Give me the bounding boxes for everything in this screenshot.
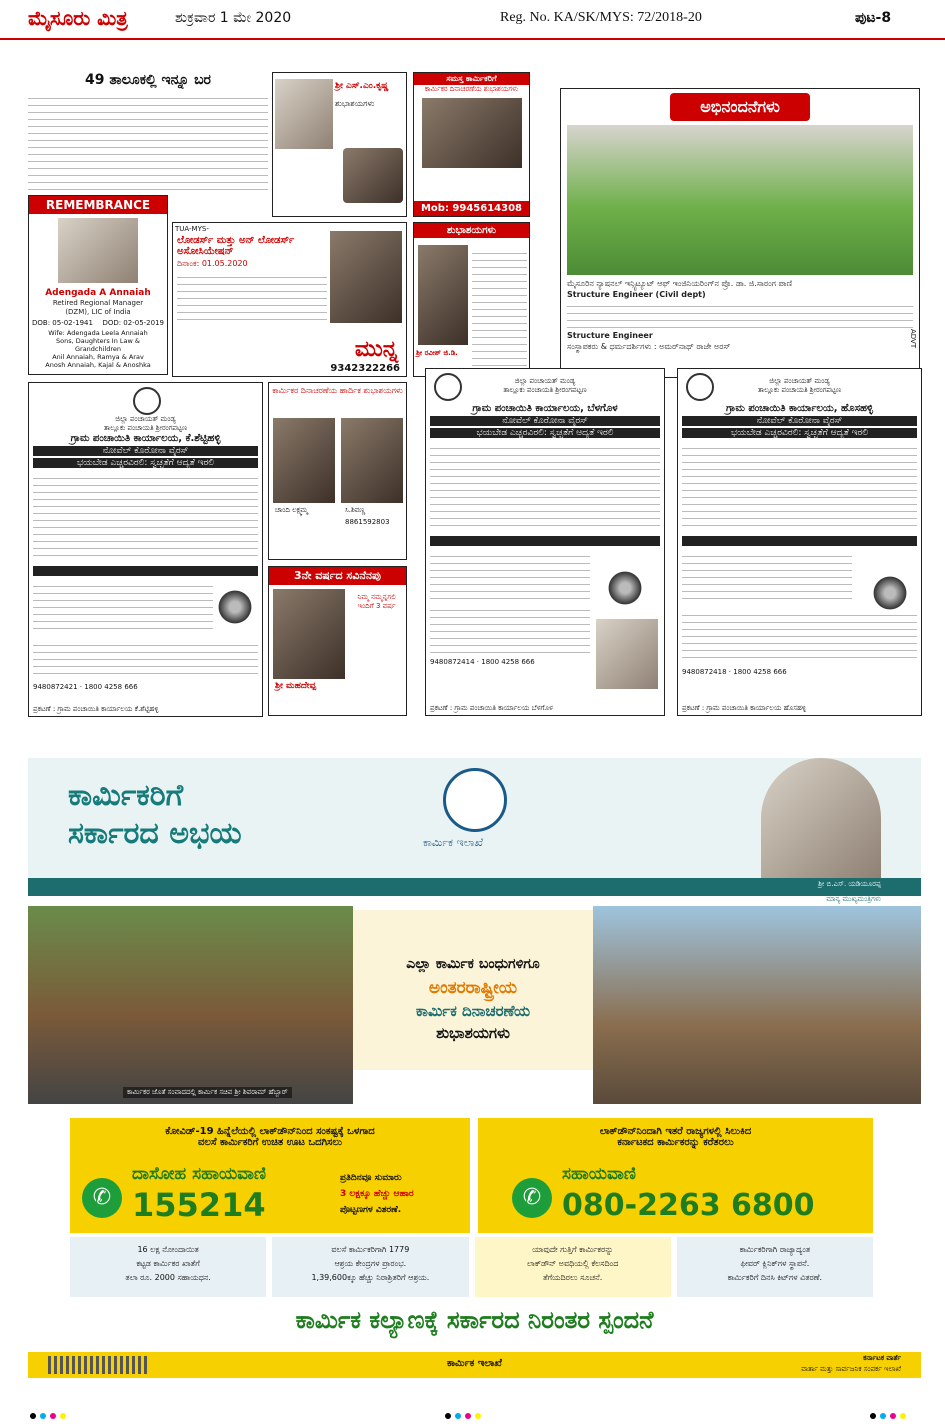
- page-header: [0, 0, 945, 40]
- couple-greeting-ad: [268, 382, 407, 560]
- advt-label: ADVT: [909, 329, 917, 349]
- banner-title-1: ಕಾರ್ಮಿಕರಿಗೆ: [68, 778, 184, 813]
- gp-virus-title: ನೋವೆಲ್ ಕೊರೋನಾ ವೈರಸ್: [682, 416, 917, 426]
- panchayat-notice-3: ಜಿಲ್ಲಾ ಪಂಚಾಯತ್ ಮಂಡ್ಯ ತಾಲ್ಲೂಕು ಪಂಚಾಯತಿ ಶ್ರೀರಂಗಪಟ್ಟಣ ಗ್ರಾಮ ಪಂಚಾಯಿತಿ ಕಾರ್ಯಾಲಯ, ಹೊಸಹಳ್ಳಿ ನೋವೆಲ್ ಕೊರೋನಾ ವೈರಸ್ ಭಯಬೇಡ ಎಚ್ಚರವಿರಲಿ: ಸ್ವಚ್ಛತೆಗೆ ಆದ್ಯತೆ ಇರಲಿ 9480872418 · 1800 4258 666 ಪ್ರಕಟಣೆ : ಗ್ರಾಮ ಪಂಚಾಯಿತಿ ಕಾರ್ಯಾಲಯ ಹೊಸಹಳ್ಳಿ: [677, 368, 922, 716]
- couple-photo: [422, 98, 522, 168]
- gp-virus-title: ನೋವೆಲ್ ಕೊರೋನಾ ವೈರಸ್: [33, 446, 258, 456]
- virus-icon: [606, 569, 644, 607]
- workers-mobile: Mob: 9945614308: [414, 201, 529, 216]
- gp-footer: ಪ್ರಕಟಣೆ : ಗ್ರಾಮ ಪಂಚಾಯಿತಿ ಕಾರ್ಯಾಲಯ ಕೆ.ಶೆಟ್ಟಿಹಳ್ಳಿ: [33, 705, 159, 713]
- remembrance-name: Adengada A Annaiah: [45, 288, 151, 298]
- abhinandane-line3: Structure Engineer: [567, 331, 653, 340]
- abhinandane-line1: ಮೈಸೂರಿನ ನ್ಯಾಷನಲ್ ಇನ್ಸ್ಟಿಟ್ಯೂಟ್ ಆಫ್ ಇಂಜಿನಿಯರಿಂಗ್‌ನ ಪ್ರೊ. ಡಾ. ಜಿ.ಸಾರಂಗ ಪಾಣಿ: [567, 279, 793, 288]
- info-line: ಕಾರ್ಮಿಕರಿಗಾಗಿ ರಾಜ್ಯಾದ್ಯಂತ: [739, 1245, 811, 1254]
- footer-strip: [28, 1352, 921, 1378]
- soldier-greeting-ad: [413, 222, 530, 377]
- loaders-body: [177, 271, 327, 321]
- food-side-1: ಪ್ರತಿದಿನವೂ ಸುಮಾರು: [340, 1173, 402, 1183]
- virus-icon: [871, 574, 909, 612]
- gp-org2: ತಾಲ್ಲೂಕು ಪಂಚಾಯತಿ ಶ್ರೀರಂಗಪಟ್ಟಣ: [757, 386, 842, 394]
- registration-marks: [445, 1404, 485, 1423]
- memorial-ad: [268, 566, 407, 716]
- food-helpline-label: ದಾಸೋಹ ಸಹಾಯವಾಣಿ: [132, 1164, 267, 1184]
- gp-bhaya: ಭಯಬೇಡ ಎಚ್ಚರವಿರಲಿ: ಸ್ವಚ್ಛತೆಗೆ ಆದ್ಯತೆ ಇರಲಿ: [682, 428, 917, 438]
- info-line: ಕಟ್ಟಡ ಕಾರ್ಮಿಕರ ಖಾತೆಗೆ: [136, 1259, 200, 1268]
- remembrance-ad: [28, 195, 168, 375]
- family-line: Anil Annaiah, Ramya & Arav: [52, 353, 144, 361]
- gp-footer: ಪ್ರಕಟಣೆ : ಗ್ರಾಮ ಪಂಚಾಯಿತಿ ಕಾರ್ಯಾಲಯ ಬೆಳಗೊಳ: [430, 704, 553, 712]
- abhinandane-title: ಅಭಿನಂದನೆಗಳು: [670, 93, 810, 121]
- soldier-title: ಶುಭಾಶಯಗಳು: [414, 223, 529, 238]
- info-line: ತೆಗೆಯದಿರಲು ಸೂಚನೆ.: [542, 1273, 603, 1282]
- gp-measures-bar: [682, 536, 917, 546]
- panchayat-notice-1: ಜಿಲ್ಲಾ ಪಂಚಾಯತ್ ಮಂಡ್ಯ ತಾಲ್ಲೂಕು ಪಂಚಾಯತಿ ಶ್ರೀರಂಗಪಟ್ಟಣ ಗ್ರಾಮ ಪಂಚಾಯಿತಿ ಕಾರ್ಯಾಲಯ, ಕೆ.ಶೆಟ್ಟಿಹಳ್ಳಿ ನೋವೆಲ್ ಕೊರೋನಾ ವೈರಸ್ ಭಯಬೇಡ ಎಚ್ಚರವಿರಲಿ: ಸ್ವಚ್ಛತೆಗೆ ಆದ್ಯತೆ ಇರಲಿ 9480872421 · 1800 4258 666 ಪ್ರಕಟಣೆ : ಗ್ರಾಮ ಪಂಚಾಯಿತಿ ಕಾರ್ಯಾಲಯ ಕೆ.ಶೆಟ್ಟಿಹಳ್ಳಿ: [28, 382, 263, 717]
- krishna-ad: [272, 72, 407, 217]
- footer-slogan: ಕಾರ್ಮಿಕ ಕಲ್ಯಾಣಕ್ಕೆ ಸರ್ಕಾರದ ನಿರಂತರ ಸ್ಪಂದನೆ: [295, 1306, 654, 1334]
- official-photo: [596, 619, 658, 689]
- cm-role: ಮಾನ್ಯ ಮುಖ್ಯಮಂತ್ರಿಗಳು: [826, 895, 881, 903]
- greeting-line3: ಕಾರ್ಮಿಕ ದಿನಾಚರಣೆಯ: [415, 1002, 531, 1020]
- soldier-photo: [418, 245, 468, 345]
- gp-footer-body: [682, 609, 917, 664]
- gp-body: [33, 472, 258, 562]
- munna-photo: [330, 231, 402, 323]
- info-line: 16 ಲಕ್ಷ ನೋಂದಾಯಿತ: [137, 1245, 199, 1254]
- workers-photo: [593, 906, 921, 1104]
- page-number: ಪುಟ-8: [855, 10, 892, 26]
- info-line: ವಲಸೆ ಕಾರ್ಮಿಕರಿಗಾಗಿ 1779: [331, 1245, 410, 1254]
- gp-helpline: 1800 4258 666: [733, 668, 787, 676]
- workers-title: ಸಮಸ್ತ ಕಾರ್ಮಿಕರಿಗೆ: [414, 73, 529, 85]
- banner-caption-bar: [28, 878, 921, 896]
- food-helpline-number[interactable]: 155214: [132, 1186, 266, 1224]
- gp-footer-body: [33, 639, 258, 679]
- greeting-line1: ಎಲ್ಲಾ ಕಾರ್ಮಿಕ ಬಂಧುಗಳಿಗೂ: [406, 956, 540, 972]
- banner-title-2: ಸರ್ಕಾರದ ಅಭಯ: [68, 816, 242, 851]
- gp-office: ಗ್ರಾಮ ಪಂಚಾಯಿತಿ ಕಾರ್ಯಾಲಯ, ಹೊಸಹಳ್ಳಿ: [725, 403, 874, 414]
- abhinandane-body: [567, 300, 913, 330]
- gp-measures: [33, 580, 213, 635]
- gp-org2: ತಾಲ್ಲೂಕು ಪಂಚಾಯತಿ ಶ್ರೀರಂಗಪಟ್ಟಣ: [503, 386, 587, 394]
- phone-icon: ✆: [82, 1178, 122, 1218]
- phone-icon: ✆: [512, 1178, 552, 1218]
- food-side-2: 3 ಲಕ್ಷಕ್ಕೂ ಹೆಚ್ಚು ಆಹಾರ: [340, 1189, 414, 1199]
- loaders-title: ಲೋಡರ್ಸ್ ಮತ್ತು ಅನ್ ಲೋಡರ್ಸ್ ಅಸೋಸಿಯೇಷನ್: [177, 235, 295, 257]
- gp-body: [430, 442, 660, 532]
- greeting-line4: ಶುಭಾಶಯಗಳು: [436, 1024, 510, 1042]
- info-row: [70, 1237, 873, 1297]
- family-line: Wife: Adengada Leela Annaiah: [48, 329, 148, 337]
- family-line: Grandchildren: [74, 345, 122, 353]
- info-line: ಕಾರ್ಮಿಕರಿಗೆ ದಿನಸಿ ಕಿಟ್‌ಗಳ ವಿತರಣೆ.: [727, 1273, 823, 1282]
- registration-marks: [870, 1404, 910, 1423]
- gp-office: ಗ್ರಾಮ ಪಂಚಾಯಿತಿ ಕಾರ್ಯಾಲಯ, ಬೆಳಗೊಳ: [472, 403, 618, 414]
- loaders-code: TUA-MYS-: [175, 225, 209, 233]
- abhinandane-line4: ಸಂಸ್ಥಾಪಕರು & ಧರ್ಮದರ್ಶಿಗಳು : ಅಮರ್‌ನಾಥ್ ರಾಜೇ ಅರಸ್: [567, 342, 731, 351]
- info-box: [475, 1237, 671, 1297]
- footer-right-2: ವಾರ್ತಾ ಮತ್ತು ಸಾರ್ವಜನಿಕ ಸಂಪರ್ಕ ಇಲಾಖೆ: [801, 1365, 901, 1373]
- migrant-helpline-number[interactable]: 080-2263 6800: [562, 1188, 815, 1223]
- soldier-text: [472, 247, 527, 367]
- gp-phone: 9480872414: [430, 658, 475, 666]
- workers-subtitle: ಕಾರ್ಮಿಕರ ದಿನಾಚರಣೆಯ ಶುಭಾಶಯಗಳು: [424, 85, 519, 93]
- migrant-helpline-label: ಸಹಾಯವಾಣಿ: [562, 1164, 636, 1184]
- group-photo: [567, 125, 913, 275]
- remembrance-dod: DOD: 02-05-2019: [102, 319, 164, 327]
- panchayat-notice-2: ಜಿಲ್ಲಾ ಪಂಚಾಯತ್ ಮಂಡ್ಯ ತಾಲ್ಲೂಕು ಪಂಚಾಯತಿ ಶ್ರೀರಂಗಪಟ್ಟಣ ಗ್ರಾಮ ಪಂಚಾಯಿತಿ ಕಾರ್ಯಾಲಯ, ಬೆಳಗೊಳ ನೋವೆಲ್ ಕೊರೋನಾ ವೈರಸ್ ಭಯಬೇಡ ಎಚ್ಚರವಿರಲಿ: ಸ್ವಚ್ಛತೆಗೆ ಆದ್ಯತೆ ಇರಲಿ 9480872414 · 1800 4258 666 ಪ್ರಕಟಣೆ : ಗ್ರಾಮ ಪಂಚಾಯಿತಿ ಕಾರ್ಯಾಲಯ ಬೆಳಗೊಳ: [425, 368, 665, 716]
- migrant-intro-1: ಲಾಕ್‌ಡೌನ್‌ನಿಂದಾಗಿ ಇತರೆ ರಾಜ್ಯಗಳಲ್ಲಿ ಸಿಲುಕಿದ: [599, 1126, 752, 1137]
- portrait-photo: [275, 79, 333, 149]
- wife-photo: [273, 418, 335, 503]
- info-line: ತಲಾ ರೂ. 2000 ಸಹಾಯಧನ.: [125, 1273, 211, 1282]
- remembrance-role: Retired Regional Manager: [52, 299, 144, 307]
- gp-footer: ಪ್ರಕಟಣೆ : ಗ್ರಾಮ ಪಂಚಾಯಿತಿ ಕಾರ್ಯಾಲಯ ಹೊಸಹಳ್ಳಿ: [682, 704, 807, 712]
- husband-name: ಸಿ.ಶಿವಣ್ಣ: [345, 506, 366, 514]
- migrant-helpline-panel: [478, 1118, 873, 1233]
- food-side-3: ಪೊಟ್ಟಣಗಳ ವಿತರಣೆ.: [340, 1205, 402, 1215]
- soldier-name: ಶ್ರೀ ರವೀಶ್ ಜಿ.ಡಿ.: [416, 349, 458, 357]
- munna-phone: 9342322266: [330, 363, 400, 374]
- remembrance-title: REMEMBRANCE: [29, 196, 167, 214]
- food-helpline-panel: [70, 1118, 470, 1233]
- gp-office: ಗ್ರಾಮ ಪಂಚಾಯಿತಿ ಕಾರ್ಯಾಲಯ, ಕೆ.ಶೆಟ್ಟಿಹಳ್ಳಿ: [70, 433, 221, 444]
- sender-photo: [343, 148, 403, 203]
- gp-measures: [682, 550, 852, 605]
- memorial-title: 3ನೇ ವರ್ಷದ ಸವಿನೆನಪು: [269, 567, 406, 585]
- info-line: ಫೀವರ್ ಕ್ಲಿನಿಕ್‌ಗಳ ಸ್ಥಾಪನೆ.: [740, 1259, 810, 1268]
- workers-greeting-ad: [413, 72, 530, 217]
- info-line: ಲಾಕ್‌ಡೌನ್ ಅವಧಿಯಲ್ಲಿ ಕೆಲಸದಿಂದ: [526, 1259, 619, 1268]
- migrant-intro-2: ಕರ್ನಾಟಕದ ಕಾರ್ಮಿಕರನ್ನು ಕರೆತರಲು: [617, 1137, 734, 1148]
- gp-bhaya: ಭಯಬೇಡ ಎಚ್ಚರವಿರಲಿ: ಸ್ವಚ್ಛತೆಗೆ ಆದ್ಯತೆ ಇರಲಿ: [33, 458, 258, 468]
- krishna-name: ಶ್ರೀ ಎಸ್.ಎಂ.ಕೃಷ್ಣ: [335, 81, 389, 91]
- food-intro-2: ವಲಸೆ ಕಾರ್ಮಿಕರಿಗೆ ಉಚಿತ ಊಟ ಒದಗಿಸಲು: [197, 1137, 343, 1148]
- gp-helpline: 1800 4258 666: [84, 683, 138, 691]
- gp-org: ಜಿಲ್ಲಾ ಪಂಚಾಯತ್ ಮಂಡ್ಯ: [115, 415, 176, 423]
- food-intro-1: ಕೋವಿಡ್-19 ಹಿನ್ನೆಲೆಯಲ್ಲಿ ಲಾಕ್‌ಡೌನ್‌ನಿಂದ ಸಂಕಷ್ಟಕ್ಕೆ ಒಳಗಾದ: [165, 1126, 375, 1137]
- footer-right-1: ಕರ್ನಾಟಕ ವಾರ್ತೆ: [863, 1354, 901, 1362]
- memorial-photo: [273, 589, 345, 679]
- gp-org: ಜಿಲ್ಲಾ ಪಂಚಾಯತ್ ಮಂಡ್ಯ: [514, 377, 576, 385]
- karnataka-emblem-icon: [434, 373, 462, 401]
- memorial-text: ನಿಮ್ಮ ನಮ್ಮನ್ನಗಲಿ ಇಂದಿಗೆ 3 ವರ್ಷ: [357, 593, 396, 610]
- minister-photo: [28, 906, 353, 1104]
- info-box: [677, 1237, 873, 1297]
- info-box: [272, 1237, 468, 1297]
- karnataka-emblem-icon: [133, 387, 161, 415]
- virus-icon: [216, 588, 254, 626]
- minister-caption: ಕಾರ್ಮಿಕರ ಜೊತೆ ಸಂವಾದದಲ್ಲಿ ಕಾರ್ಮಿಕ ಸಚಿವ ಶ್ರೀ ಶಿವರಾಮ್ ಹೆಬ್ಬಾರ್: [123, 1087, 292, 1098]
- registration-marks: [30, 1404, 70, 1423]
- husband-photo: [341, 418, 403, 503]
- family-line: Anosh Annaiah, Kajal & Anoshka: [45, 361, 151, 369]
- banner-dept: ಕಾರ್ಮಿಕ ಇಲಾಖೆ: [423, 836, 484, 849]
- gp-phone: 9480872418: [682, 668, 727, 676]
- info-line: ಯಾವುದೇ ಗುತ್ತಿಗೆ ಕಾರ್ಮಿಕರನ್ನು: [531, 1245, 614, 1254]
- gp-measures-bar: [33, 566, 258, 576]
- gp-helpline: 1800 4258 666: [481, 658, 535, 666]
- info-box: [70, 1237, 266, 1297]
- news-body: [28, 92, 268, 192]
- abhinandane-line2: Structure Engineer (Civil dept): [567, 290, 706, 299]
- gp-measures: [430, 550, 590, 600]
- labour-banner: [28, 758, 921, 878]
- family-line: Sons, Daughters In Law &: [56, 337, 140, 345]
- gp-org: ಜಿಲ್ಲಾ ಪಂಚಾಯತ್ ಮಂಡ್ಯ: [769, 377, 830, 385]
- greeting-panel: [353, 910, 593, 1070]
- gp-footer-body: [430, 604, 590, 654]
- gp-measures-bar: [430, 536, 660, 546]
- gp-phone: 9480872421: [33, 683, 78, 691]
- remembrance-dob: DOB: 05-02-1941: [32, 319, 93, 327]
- wife-name: ಚಾಂದಿ ಲಕ್ಷ್ಮಮ್ಮ: [275, 506, 308, 514]
- couple-phone: 8861592803: [345, 518, 390, 526]
- munna-name: ಮುನ್ನ: [354, 337, 398, 362]
- remembrance-role-2: (DZM), LIC of India: [65, 308, 131, 316]
- footer-dept: ಕಾರ್ಮಿಕ ಇಲಾಖೆ: [447, 1358, 502, 1369]
- couple-title: ಕಾರ್ಮಿಕರ ದಿನಾಚರಣೆಯ ಹಾರ್ದಿಕ ಶುಭಾಶಯಗಳು: [272, 386, 403, 395]
- news-headline: 49 ತಾಲೂಕಲ್ಲಿ ಇನ್ನೂ ಬರ: [85, 72, 211, 88]
- greeting-line2: ಅಂತರರಾಷ್ಟ್ರೀಯ: [428, 978, 518, 998]
- memorial-name: ಶ್ರೀ ಮಹದೇವ್ಪ: [275, 681, 317, 691]
- abhinandane-ad: [560, 88, 920, 378]
- masthead: ಮೈಸೂರು ಮಿತ್ರ: [28, 6, 128, 30]
- loaders-date: ದಿನಾಂಕ: 01.05.2020: [177, 259, 248, 268]
- gp-virus-title: ನೋವೆಲ್ ಕೊರೋನಾ ವೈರಸ್: [430, 416, 660, 426]
- issue-date: ಶುಕ್ರವಾರ 1 ಮೇ 2020: [175, 10, 292, 26]
- info-line: 1,39,600ಕ್ಕೂ ಹೆಚ್ಚು ನಿರಾಶ್ರಿತರಿಗೆ ಆಶ್ರಯ.: [311, 1273, 430, 1282]
- loaders-ad: [172, 222, 407, 377]
- gp-body: [682, 442, 917, 532]
- cm-photo: [761, 758, 881, 878]
- registration-number: Reg. No. KA/SK/MYS: 72/2018-20: [500, 10, 702, 25]
- karnataka-emblem-icon: [686, 373, 714, 401]
- info-line: ಆಶ್ರಯ ಕೇಂದ್ರಗಳ ಪ್ರಾರಂಭ.: [334, 1259, 407, 1268]
- news-article: [28, 72, 268, 192]
- cm-caption: ಶ್ರೀ ಬಿ.ಎಸ್. ಯಡಿಯೂರಪ್ಪ: [818, 880, 881, 888]
- gp-org2: ತಾಲ್ಲೂಕು ಪಂಚಾಯತಿ ಶ್ರೀರಂಗಪಟ್ಟಣ: [103, 424, 188, 432]
- footer-slogan-band: [28, 1300, 921, 1350]
- krishna-wishes: ಶುಭಾಶಯಗಳು: [335, 99, 375, 108]
- gp-bhaya: ಭಯಬೇಡ ಎಚ್ಚರವಿರಲಿ: ಸ್ವಚ್ಛತೆಗೆ ಆದ್ಯತೆ ಇರಲಿ: [430, 428, 660, 438]
- remembrance-photo: [58, 218, 138, 283]
- labour-dept-logo-icon: [443, 768, 507, 832]
